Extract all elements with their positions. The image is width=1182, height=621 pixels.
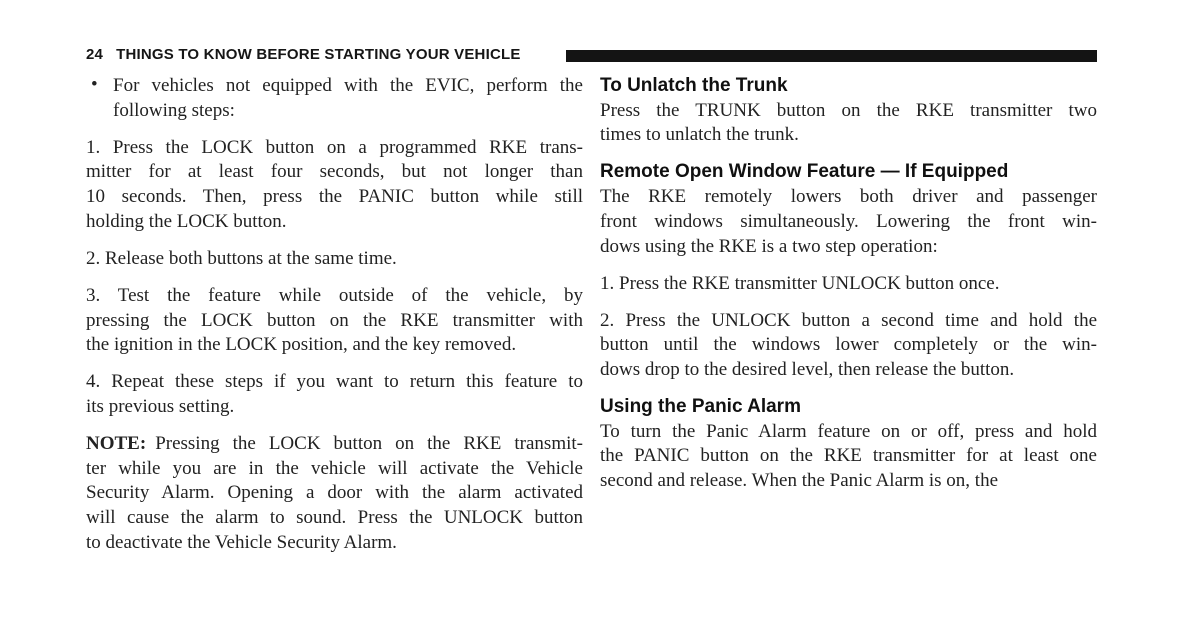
text-line: 2. Release both buttons at the same time.	[86, 247, 397, 269]
text-line: ter while you are in the vehicle will activate the Vehicle	[86, 457, 583, 479]
page-title: THINGS TO KNOW BEFORE STARTING YOUR VEHICLE	[116, 46, 521, 63]
paragraph	[600, 309, 1097, 383]
text-line: 1. Press the LOCK button on a programmed RKE trans-	[86, 136, 583, 158]
text-line: Security Alarm. Opening a door with the alarm activated	[86, 482, 583, 504]
paragraph	[600, 420, 1097, 494]
paragraph	[86, 370, 583, 419]
text-line: the PANIC button on the RKE transmitter for at least one	[600, 445, 1097, 467]
text-line: 3. Test the feature while outside of the vehicle, by	[86, 284, 583, 306]
text-line: the ignition in the LOCK position, and the key removed.	[86, 334, 517, 356]
page-number: 24	[86, 46, 104, 63]
paragraph	[86, 247, 583, 272]
text-line: 4. Repeat these steps if you want to return this feature to	[86, 371, 583, 393]
section-heading: To Unlatch the Trunk	[600, 75, 788, 96]
text-line: pressing the LOCK button on the RKE transmitter with	[86, 309, 583, 331]
text-line: Press the TRUNK button on the RKE transmitter two	[600, 99, 1097, 121]
page-header	[86, 46, 521, 63]
text-line: 1. Press the RKE transmitter UNLOCK button once.	[600, 272, 1000, 294]
bullet-icon: •	[91, 74, 98, 95]
text-line: NOTE: Pressing the LOCK button on the RKE transmit-	[86, 432, 583, 454]
text-line: The RKE remotely lowers both driver and passenger	[600, 186, 1097, 208]
note-label: NOTE:	[86, 432, 147, 454]
text-line: dows using the RKE is a two step operation:	[600, 235, 938, 257]
paragraph	[600, 99, 1097, 148]
paragraph	[86, 136, 583, 235]
paragraph	[86, 284, 583, 358]
text-line: times to unlatch the trunk.	[600, 124, 799, 146]
text-line: 2. Press the UNLOCK button a second time and hold the	[600, 309, 1097, 331]
text-line: second and release. When the Panic Alarm is on, the	[600, 470, 998, 492]
header-rule-bar	[566, 50, 1097, 62]
text-line: its previous setting.	[86, 395, 235, 417]
text-line: front windows simultaneously. Lowering the front win-	[600, 210, 1097, 232]
paragraph	[600, 272, 1097, 297]
text-line: button until the windows lower completely or the win-	[600, 334, 1097, 356]
paragraph	[600, 185, 1097, 259]
section-heading: Using the Panic Alarm	[600, 395, 801, 417]
bullet-paragraph	[86, 74, 583, 123]
text-line: holding the LOCK button.	[86, 210, 287, 232]
text-line: mitter for at least four seconds, but not longer than	[86, 161, 583, 183]
text-line: 10 seconds. Then, press the PANIC button while still	[86, 186, 583, 208]
left-column	[86, 74, 583, 568]
text-line: to deactivate the Vehicle Security Alarm.	[86, 531, 397, 553]
note-paragraph	[86, 432, 583, 556]
text-line: following steps:	[113, 99, 235, 121]
text-line: will cause the alarm to sound. Press the UNLOCK button	[86, 507, 583, 529]
text-line: For vehicles not equipped with the EVIC, perform the	[113, 75, 583, 96]
text-line: dows drop to the desired level, then release the button.	[600, 358, 1015, 380]
text-line: To turn the Panic Alarm feature on or off, press and hold	[600, 420, 1097, 442]
section-heading: Remote Open Window Feature — If Equipped	[600, 161, 1009, 183]
right-column	[600, 74, 1097, 506]
